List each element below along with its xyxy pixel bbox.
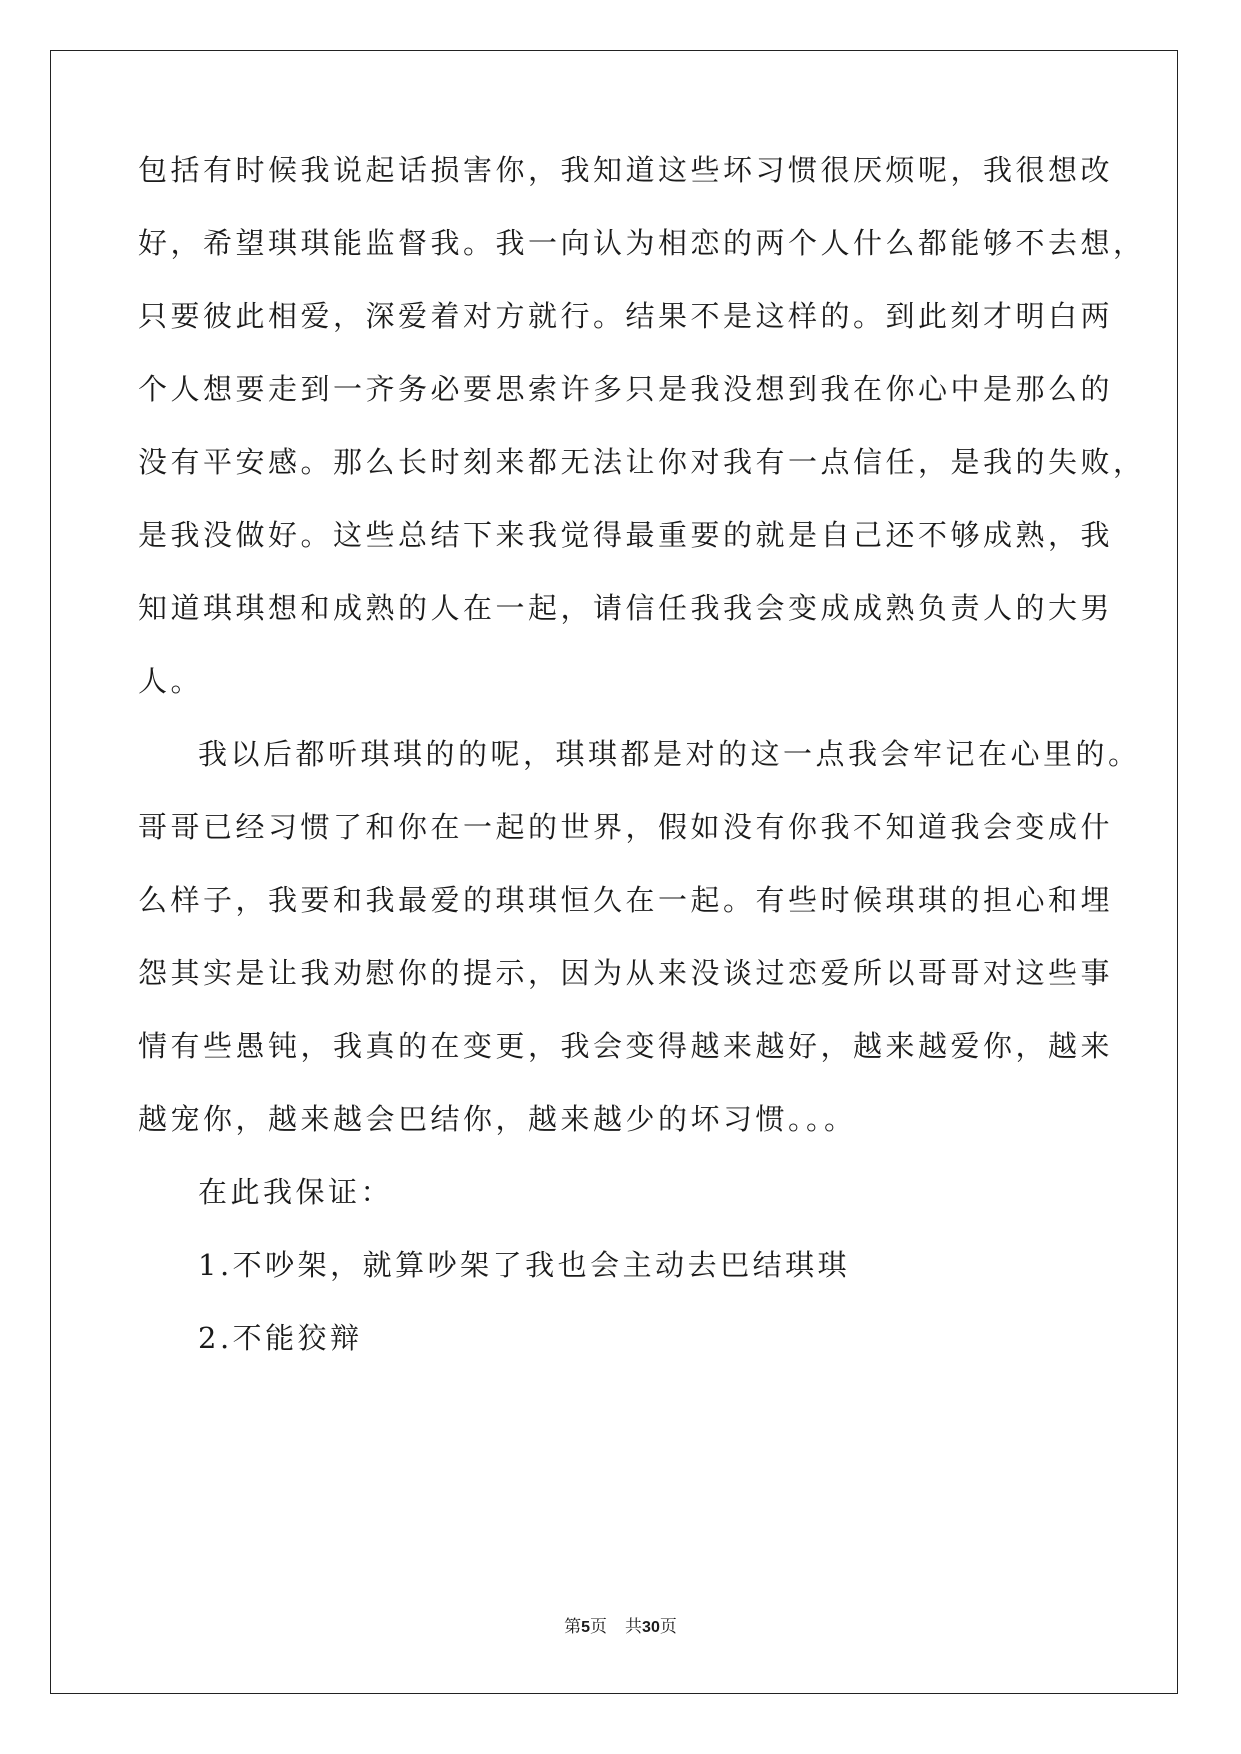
text-line: 好，希望琪琪能监督我。我一向认为相恋的两个人什么都能够不去想， xyxy=(138,226,1146,260)
text-line: 是我没做好。这些总结下来我觉得最重要的就是自己还不够成熟，我 xyxy=(138,518,1114,552)
text-line: 人。 xyxy=(138,664,204,698)
footer-total-suffix: 页 xyxy=(659,1617,677,1637)
list-item: 2.不能狡辩 xyxy=(198,1321,363,1355)
footer-prefix: 第 xyxy=(564,1617,582,1637)
text-line: 么样子，我要和我最爱的琪琪恒久在一起。有些时候琪琪的担心和埋 xyxy=(138,883,1114,917)
text-line: 怨其实是让我劝慰你的提示，因为从来没谈过恋爱所以哥哥对这些事 xyxy=(138,956,1114,990)
text-line: 情有些愚钝，我真的在变更，我会变得越来越好，越来越爱你，越来 xyxy=(138,1029,1114,1063)
text-line: 哥哥已经习惯了和你在一起的世界，假如没有你我不知道我会变成什 xyxy=(138,810,1114,844)
text-line: 没有平安感。那么长时刻来都无法让你对我有一点信任，是我的失败， xyxy=(138,445,1146,479)
paragraph-first-line: 在此我保证： xyxy=(198,1175,394,1209)
text-line: 只要彼此相爱，深爱着对方就行。结果不是这样的。到此刻才明白两 xyxy=(138,299,1114,333)
text-line: 个人想要走到一齐务必要思索许多只是我没想到我在你心中是那么的 xyxy=(138,372,1114,406)
total-pages: 30 xyxy=(642,1619,660,1636)
text-line: 包括有时候我说起话损害你，我知道这些坏习惯很厌烦呢，我很想改 xyxy=(138,153,1114,187)
page-number: 5 xyxy=(581,1619,591,1636)
text-line: 知道琪琪想和成熟的人在一起，请信任我我会变成成熟负责人的大男 xyxy=(138,591,1114,625)
paragraph-first-line: 我以后都听琪琪的的呢，琪琪都是对的这一点我会牢记在心里的。 xyxy=(198,737,1141,771)
page-footer xyxy=(0,1612,1241,1637)
text-line: 越宠你，越来越会巴结你，越来越少的坏习惯。。。 xyxy=(138,1102,857,1136)
footer-page-suffix: 页 xyxy=(590,1617,608,1637)
footer-total-prefix: 共 xyxy=(625,1617,643,1637)
list-item: 1.不吵架，就算吵架了我也会主动去巴结琪琪 xyxy=(198,1248,851,1282)
